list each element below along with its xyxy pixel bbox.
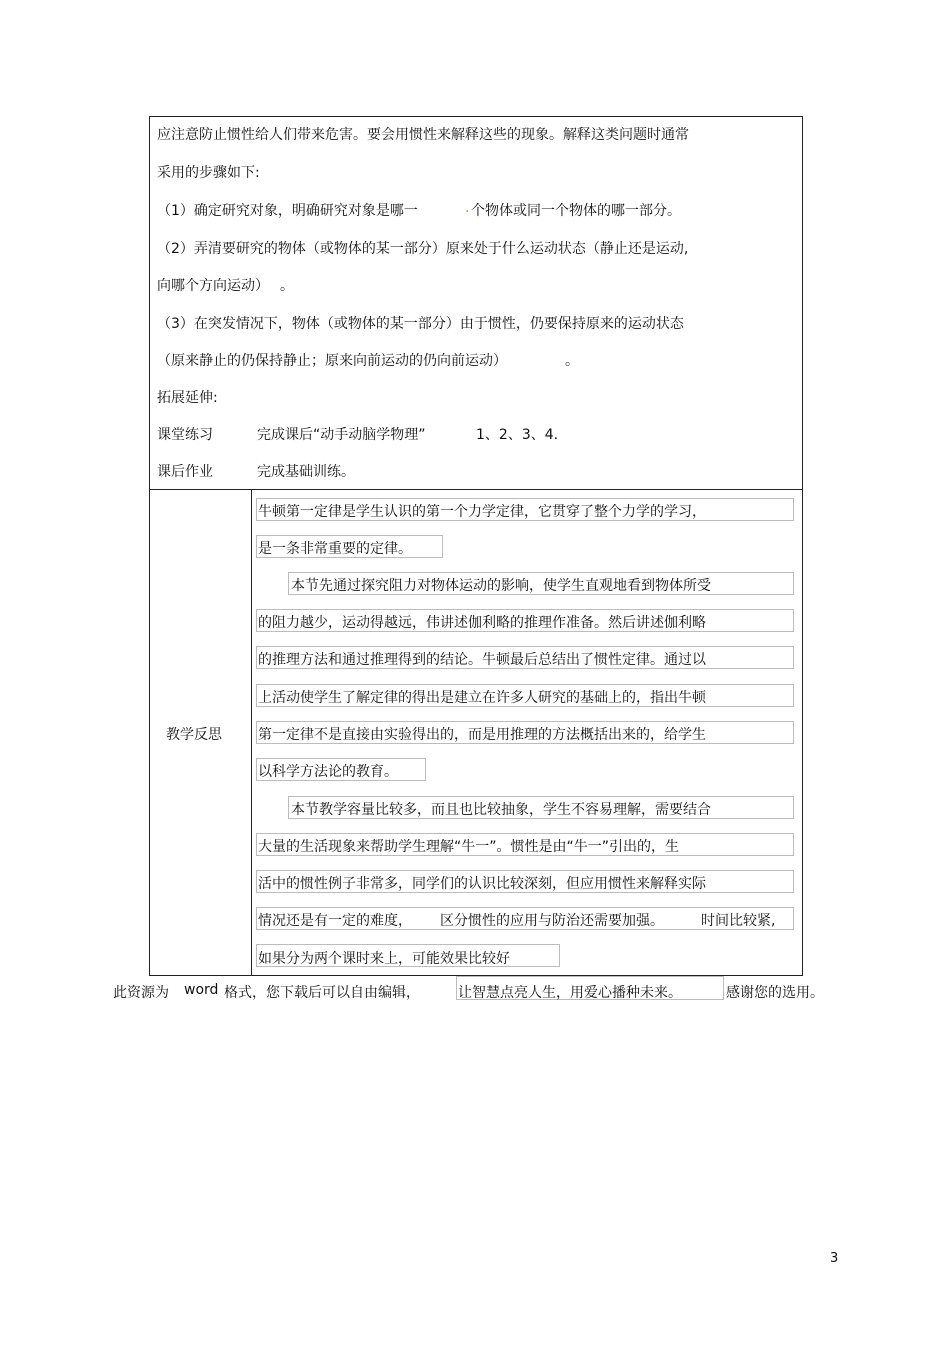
class-practice-text: 完成课后“动手动脑学物理” xyxy=(257,427,426,443)
highlight-mark: . xyxy=(465,200,470,216)
upper-line-1: 应注意防止惯性给人们带来危害。要会用惯性来解释这些的现象。解释这类问题时通常 xyxy=(157,127,689,143)
reflection-line-3: 本节先通过探究阻力对物体运动的影响，使学生直观地看到物体所受 xyxy=(291,578,711,594)
reflection-line-1: 牛顿第一定律是学生认识的第一个力学定律，它贯穿了整个力学的学习， xyxy=(258,504,706,520)
footer-text-1: 此资源为 xyxy=(113,985,169,1001)
footer-slogan: 让智慧点亮人生，用爱心播种未来。 xyxy=(458,985,682,1001)
reflection-line-12c: 时间比较紧, xyxy=(701,913,776,929)
reflection-line-5: 的推理方法和通过推理得到的结论。牛顿最后总结出了惯性定律。通过以 xyxy=(258,652,706,668)
homework-text: 完成基础训练。 xyxy=(257,464,355,480)
upper-line-6: （3）在突发情况下，物体（或物体的某一部分）由于惯性，仍要保持原来的运动状态 xyxy=(157,316,684,332)
extension-heading: 拓展延伸: xyxy=(157,390,218,406)
reflection-line-9: 本节教学容量比较多，而且也比较抽象，学生不容易理解，需要结合 xyxy=(291,802,711,818)
class-practice-label: 课堂练习 xyxy=(157,427,213,443)
upper-line-3b: 个物体或同一个物体的哪一部分。 xyxy=(471,203,681,219)
footer-word: word xyxy=(184,982,219,998)
reflection-line-4: 的阻力越少，运动得越远，伟讲述伽利略的推理作准备。然后讲述伽利略 xyxy=(258,615,706,631)
reflection-line-12b: 区分惯性的应用与防治还需要加强。 xyxy=(440,913,664,929)
homework-label: 课后作业 xyxy=(157,464,213,480)
upper-line-7-period: 。 xyxy=(565,353,579,369)
upper-line-4: （2）弄清要研究的物体（或物体的某一部分）原来处于什么运动状态（静止还是运动, xyxy=(157,241,689,257)
column-divider xyxy=(251,489,252,976)
reflection-line-7: 第一定律不是直接由实验得出的，而是用推理的方法概括出来的，给学生 xyxy=(258,727,706,743)
upper-line-5: 向哪个方向运动） xyxy=(157,278,269,294)
class-practice-numbers: 1、2、3、4. xyxy=(476,427,559,443)
upper-line-2: 采用的步骤如下: xyxy=(157,165,260,181)
reflection-line-10: 大量的生活现象来帮助学生理解“牛一”。惯性是由“牛一”引出的，生 xyxy=(258,839,680,855)
reflection-line-6: 上活动使学生了解定律的得出是建立在许多人研究的基础上的，指出牛顿 xyxy=(258,690,706,706)
upper-line-5-period: 。 xyxy=(280,278,294,294)
upper-line-3a: （1）确定研究对象，明确研究对象是哪一 xyxy=(157,203,418,219)
reflection-label: 教学反思 xyxy=(166,727,222,743)
reflection-line-2: 是一条非常重要的定律。 xyxy=(258,541,412,557)
reflection-line-8: 以科学方法论的教育。 xyxy=(258,764,398,780)
footer-text-3: 感谢您的选用。 xyxy=(726,985,824,1001)
reflection-line-12a: 情况还是有一定的难度， xyxy=(258,913,412,929)
footer-text-2: 格式，您下载后可以自由编辑， xyxy=(224,985,420,1001)
reflection-line-13: 如果分为两个课时来上，可能效果比较好 xyxy=(258,951,510,967)
row-divider xyxy=(149,489,803,490)
reflection-line-11: 活中的惯性例子非常多，同学们的认识比较深刻，但应用惯性来解释实际 xyxy=(258,876,706,892)
page-number: 3 xyxy=(830,1251,839,1266)
upper-line-7: （原来静止的仍保持静止；原来向前运动的仍向前运动） xyxy=(157,353,507,369)
